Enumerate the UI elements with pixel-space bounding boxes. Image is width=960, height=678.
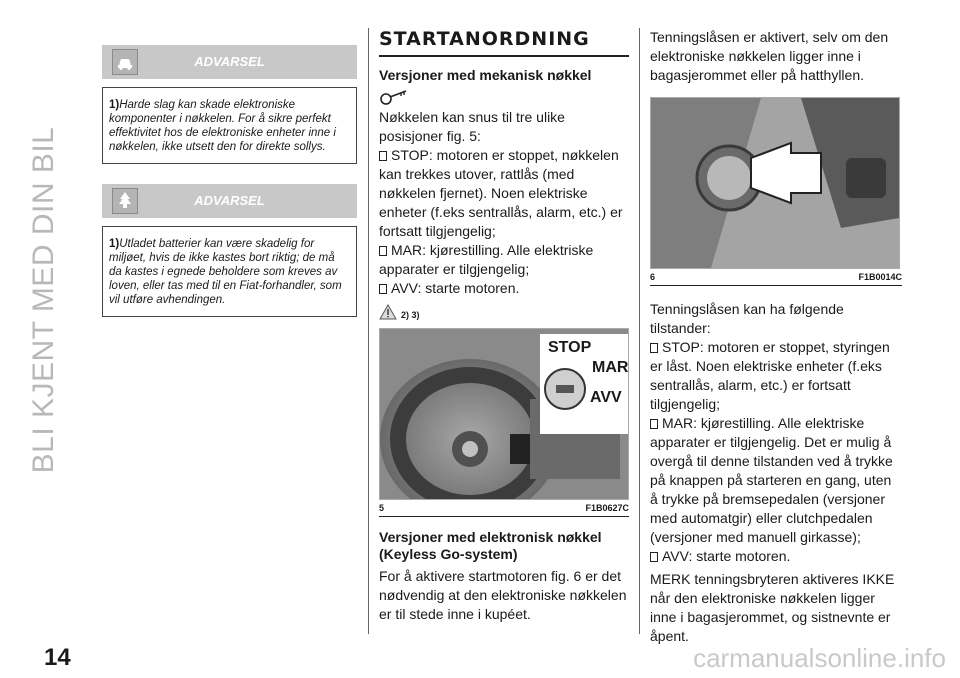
fig-label-stop: STOP	[548, 339, 592, 356]
figure-ignition-key	[379, 328, 629, 500]
list-item: AVV: starte motoren.	[379, 279, 629, 298]
figure-caption: 5 F1B0627C	[379, 500, 629, 517]
list-item: MAR: kjørestilling. Alle elektriske apparater er tilgjengelig. Det er mulig å overgå til denne tilstanden ved å trykke på knappen på starteren en gang, uten å trykke på bremsepedalen (versjoner med automatgir) eller clutchpedalen (versjoner med manuell girkasse);	[650, 415, 893, 545]
list-item: STOP: motoren er stoppet, styringen er låst. Noen elektriske enheter (f.eks sentrallås, alarm, etc.) er fortsatt tilgjengelig;	[650, 339, 890, 412]
keyless-intro: Tenningslåsen er aktivert, selv om den elektroniske nøkkelen ligger inne i bagasjerommet eller på hatthyllen.	[650, 29, 889, 83]
figure-start-button	[650, 97, 900, 269]
bullet-icon	[650, 343, 658, 353]
list-item: STOP: motoren er stoppet, nøkkelen kan trekkes utover, rattlås (med nøkkelen fjernet). Noen elektriske enheter (f.eks sentrallås, alarm, etc.) er fortsatt tilgjengelig;	[379, 147, 623, 239]
caution-triangle-icon	[379, 304, 397, 320]
fig-label-avv: AVV	[590, 389, 622, 406]
mech-intro: Nøkkelen kan snus til tre ulike posisjoner fig. 5:	[379, 109, 565, 144]
warning-title: ADVARSEL	[194, 193, 265, 208]
elec-text: For å aktivere startmotoren fig. 6 er det nødvendig at den elektroniske nøkkelen er til stede inne i kupéet.	[379, 568, 627, 622]
section-title: STARTANORDNING	[379, 28, 629, 57]
warnings-column	[102, 45, 357, 335]
elec-heading: Versjoner med elektronisk nøkkel (Keyless Go-system)	[379, 529, 602, 562]
warning-header	[102, 184, 357, 218]
warning-text: 1)Harde slag kan skade elektroniske komponenter i nøkkelen. For å sikre perfekt effektivitet hos de elektroniske enheter inne i nøkkelen, ikke utsett den for direkte sollys.	[102, 87, 357, 164]
warning-box	[102, 45, 357, 164]
fig-label-mar: MAR	[592, 359, 629, 376]
column-divider	[368, 28, 369, 634]
column-divider	[639, 28, 640, 634]
startanordning-column	[379, 28, 629, 624]
chapter-title: BLI KJENT MED DIN BIL	[27, 126, 60, 474]
bullet-icon	[650, 419, 658, 429]
warning-header	[102, 45, 357, 79]
bullet-icon	[379, 284, 387, 294]
note-text: MERK tenningsbryteren aktiveres IKKE når den elektroniske nøkkelen ligger inne i bagasjerommet, og sistnevnte er åpent.	[650, 571, 895, 644]
watermark: carmanualsonline.info	[693, 643, 946, 673]
page-number: 14	[44, 644, 71, 671]
warning-refs: 2) 3)	[379, 304, 629, 324]
bullet-icon	[379, 246, 387, 256]
bullet-icon	[379, 151, 387, 161]
mech-heading: Versjoner med mekanisk nøkkel	[379, 67, 592, 83]
key-icon	[379, 88, 629, 108]
warning-title: ADVARSEL	[194, 54, 265, 69]
states-intro: Tenningslåsen kan ha følgende tilstander:	[650, 301, 844, 336]
keyless-column	[650, 28, 902, 646]
figure-caption: 6 F1B0014C	[650, 269, 902, 286]
warning-box	[102, 184, 357, 317]
bullet-icon	[650, 552, 658, 562]
list-item: AVV: starte motoren.	[650, 547, 902, 566]
list-item: MAR: kjørestilling. Alle elektriske apparater er tilgjengelig;	[379, 242, 594, 277]
warning-text: 1)Utladet batterier kan være skadelig for miljøet, hvis de ikke kastes bort riktig; de må da kastes i egnede beholdere som kreves av loven, eller tas med til en Fiat-forhandler, som vil utføre avhendingen.	[102, 226, 357, 317]
